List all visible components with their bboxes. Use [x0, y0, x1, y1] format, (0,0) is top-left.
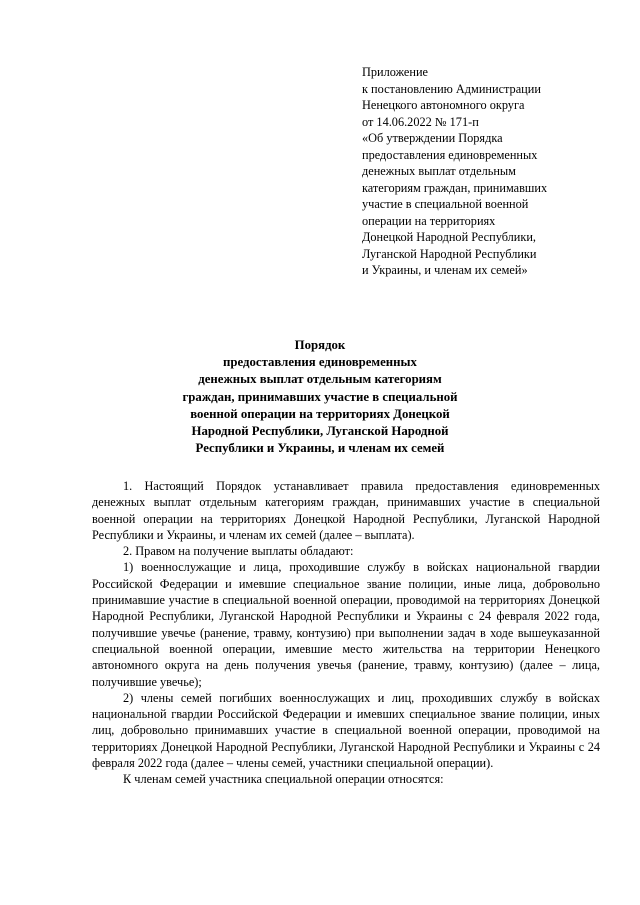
- document-body: [92, 478, 600, 788]
- appendix-line: и Украины, и членам их семей»: [362, 263, 528, 277]
- appendix-line: Луганской Народной Республики: [362, 246, 537, 261]
- title-line: Народной Республики, Луганской Народной: [191, 424, 449, 439]
- document-title: [80, 337, 560, 457]
- appendix-line: категориям граждан, принимавших: [362, 180, 548, 195]
- appendix-block: [362, 64, 632, 279]
- title-line: граждан, принимавших участие в специальной: [182, 389, 458, 404]
- appendix-line: участие в специальной военной: [362, 197, 529, 211]
- paragraph-2: 2. Правом на получение выплаты обладают:: [123, 544, 354, 559]
- appendix-line: Приложение: [362, 65, 428, 79]
- appendix-line: от 14.06.2022 № 171-п: [362, 114, 479, 129]
- appendix-line: «Об утверждении Порядка: [362, 131, 503, 145]
- title-line: денежных выплат отдельным категориям: [198, 372, 442, 387]
- title-line: предоставления единовременных: [223, 355, 417, 370]
- title-line: Республики и Украины, и членам их семей: [195, 441, 445, 456]
- paragraph-1: 1. Настоящий Порядок устанавливает правила предоставления единовременных денежных выплат отдельным категориям граждан, принимавших участие в специальной военной операции на территориях Донецкой Народной Республики, Луганской Народной Республики и Украины, и членам их семей (далее – выплата).: [92, 479, 600, 542]
- appendix-line: Ненецкого автономного округа: [362, 98, 525, 112]
- appendix-line: операции на территориях: [362, 213, 496, 228]
- paragraph-2-item-2: 2) члены семей погибших военнослужащих и лиц, проходивших службу в войсках национальной гвардии Российской Федерации и имевших специальное звание полиции, иных лиц, добровольно принимавших участие в специальной военной операции, проводимой на территориях Донецкой Народной Республики, Луганской Народной Республики и Украины с 24 февраля 2022 года (далее – члены семей, участники специальной операции).: [92, 690, 600, 771]
- paragraph-2-item-1: 1) военнослужащие и лица, проходившие службу в войсках национальной гвардии Российской Федерации и имевшие специальное звание полиции, иные лица, добровольно принимавшие участие в специальной военной операции, проводимой на территориях Донецкой Народной Республики, Луганской Народной Республики и Украины с 24 февраля 2022 года, получившие увечье (ранение, травму, контузию) при выполнении задач в ходе вышеуказанной специальной военной операции, имевшие место жительства на территории Ненецкого автономного округа на день получения увечья (ранение, травму, контузию) (далее – лица, получившие увечье);: [92, 560, 600, 689]
- title-line: Порядок: [294, 338, 346, 352]
- appendix-line: денежных выплат отдельным: [362, 164, 516, 178]
- title-line: военной операции на территориях Донецкой: [190, 406, 450, 421]
- appendix-line: предоставления единовременных: [362, 147, 538, 162]
- appendix-line: к постановлению Администрации: [362, 81, 541, 96]
- appendix-line: Донецкой Народной Республики,: [362, 230, 536, 244]
- paragraph-family-members: К членам семей участника специальной операции относятся:: [123, 772, 444, 787]
